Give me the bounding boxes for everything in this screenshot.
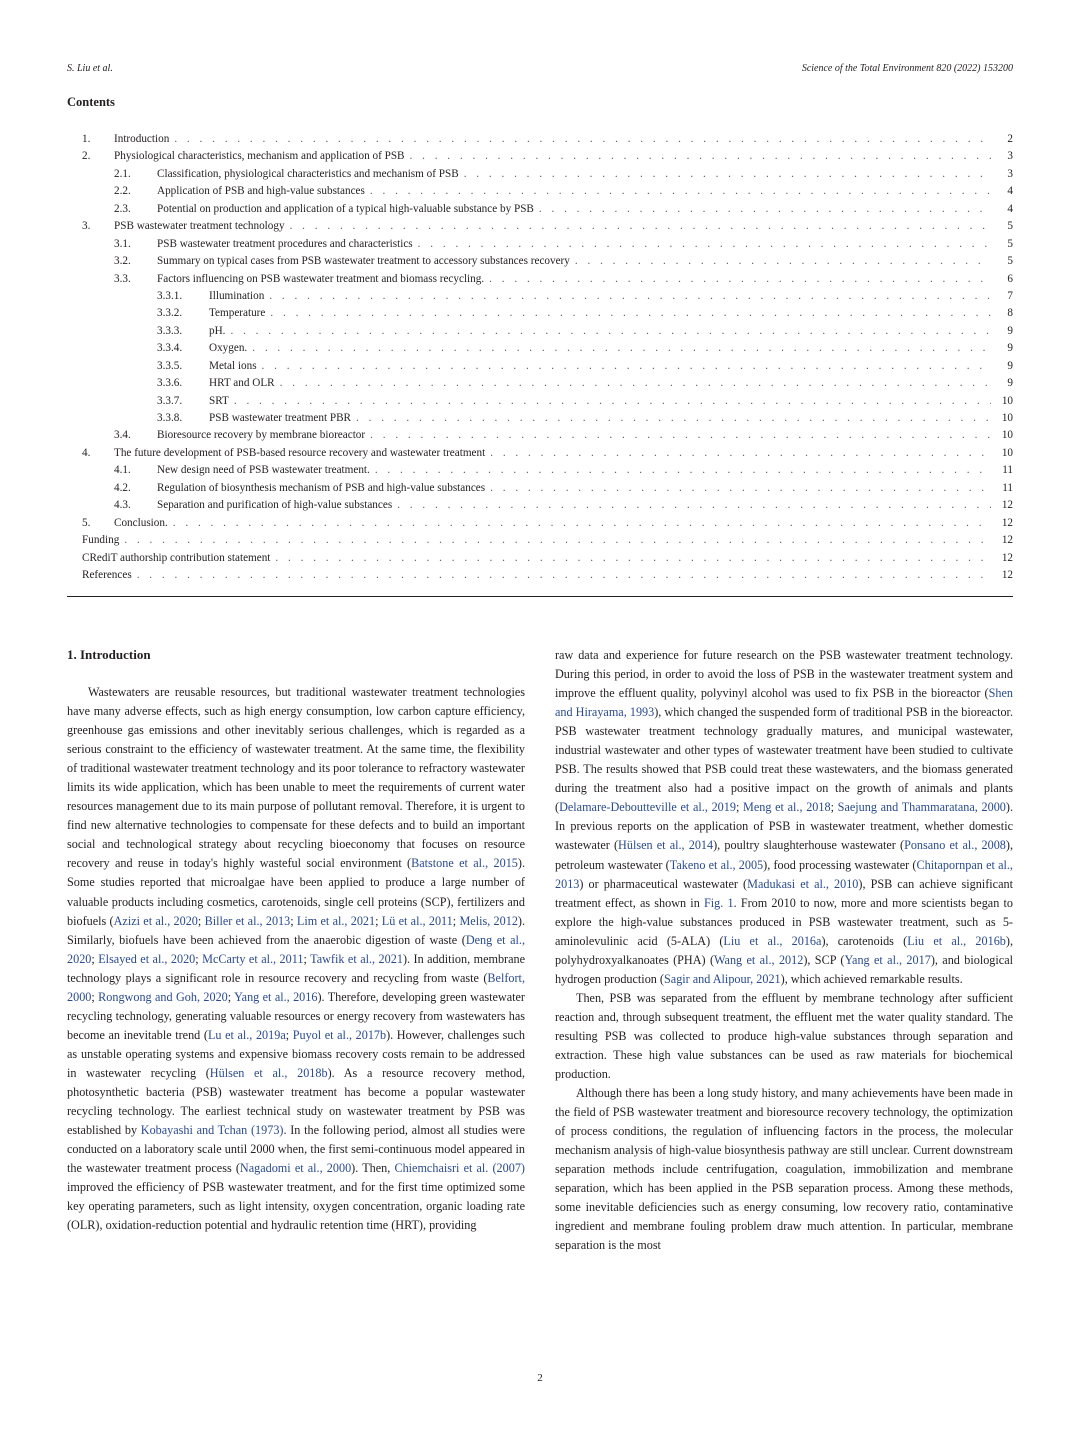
citation-link[interactable]: Hülsen et al., 2014: [618, 838, 714, 853]
body-text: ). However, challenges such as unstable operating systems and expensive biomass recovery costs remain to be addressed in wastewater recycling (: [67, 1027, 525, 1080]
toc-leader-dots: [230, 325, 991, 337]
toc-entry-title: Illumination: [209, 289, 265, 302]
body-text: ), SCP (: [803, 952, 845, 967]
body-text: ), petroleum wastewater (: [555, 838, 1014, 872]
toc-entry-title: Metal ions: [209, 359, 257, 372]
toc-entry-number: 2.2.: [114, 185, 131, 198]
toc-leader-dots: [269, 290, 991, 302]
toc-entry[interactable]: [67, 203, 1013, 220]
toc-entry[interactable]: [67, 185, 1013, 202]
body-text: ;: [91, 951, 99, 966]
toc-entry-title: Summary on typical cases from PSB wastewater treatment to accessory substances recovery: [157, 255, 570, 268]
running-header: [67, 63, 1013, 79]
toc-entry[interactable]: [67, 377, 1013, 394]
body-text: . From 2010 to now, more and more scientists began to explore the high-value substances produced in PSB wastewater treatment, such as 5-aminolevulinic acid (5-ALA) (: [555, 895, 1013, 948]
toc-leader-dots: [280, 377, 991, 389]
body-text: ;: [91, 989, 99, 1004]
toc-entry-number: 5.: [82, 516, 91, 529]
body-text: improved the efficiency of PSB wastewater treatment, and for the first time optimized some key operating parameters, such as light intensity, oxygen concentration, organic loading rate (OLR), oxidation-reduction potential and hydraulic retention time (HRT), providing: [67, 1180, 525, 1233]
toc-entry-page: 12: [1001, 534, 1013, 547]
citation-link[interactable]: Sagir and Alipour, 2021: [664, 971, 781, 986]
toc-entry[interactable]: [67, 325, 1013, 342]
header-authors: S. Liu et al.: [67, 63, 113, 74]
toc-entry-number: 2.: [82, 150, 91, 163]
toc-entry-title: Potential on production and application of a typical high-valuable substance by PSB: [157, 202, 534, 215]
toc-entry-number: 4.1.: [114, 464, 131, 477]
toc-entry[interactable]: [67, 499, 1013, 516]
toc-entry-title: pH.: [209, 324, 226, 337]
toc-entry-page: 12: [1001, 516, 1013, 529]
toc-entry[interactable]: [67, 255, 1013, 272]
toc-leader-dots: [410, 150, 992, 162]
toc-entry[interactable]: [67, 290, 1013, 307]
citation-link[interactable]: Yang et al., 2016: [234, 989, 318, 1004]
toc-entry-page: 9: [1007, 324, 1013, 337]
body-text: ) or pharmaceutical wastewater (: [579, 876, 748, 891]
toc-entry[interactable]: [67, 517, 1013, 534]
toc-entry-title: Application of PSB and high-value substances: [157, 185, 365, 198]
citation-link[interactable]: Batstone et al., 2015: [411, 856, 518, 871]
toc-entry[interactable]: [67, 534, 1013, 551]
body-text: ;: [227, 989, 235, 1004]
toc-entry-number: 1.: [82, 133, 91, 145]
citation-link[interactable]: Lu et al., 2019a: [207, 1027, 286, 1042]
toc-entry-page: 4: [1007, 185, 1013, 198]
toc-entry-title: Physiological characteristics, mechanism and application of PSB: [114, 150, 405, 163]
body-paragraph: [67, 683, 525, 1235]
citation-link[interactable]: Shen and Hirayama, 1993: [555, 686, 1013, 720]
body-text: ), which changed the suspended form of traditional PSB in the bioreactor. PSB wastewater treatment technology gradually matures, and municipal wastewater, industrial wastewater and other types of wastewater treatment have been studied to cultivate PSB. The results showed that PSB could treat these wastewaters, and the biomass generated during the treatment also had a positive impact on the growth of animals and plants (: [555, 705, 1013, 815]
toc-entry-page: 5: [1007, 237, 1013, 250]
toc-leader-dots: [490, 482, 991, 494]
toc-leader-dots: [489, 273, 991, 285]
body-text: ), polyhydroxyalkanoates (PHA) (: [555, 933, 1014, 967]
citation-link[interactable]: Biller et al., 2013: [204, 913, 291, 928]
toc-entry-page: 9: [1007, 359, 1013, 372]
toc-entry-number: 4.2.: [114, 481, 131, 494]
citation-link[interactable]: Elsayed et al., 2020: [98, 951, 196, 966]
body-text: ;: [830, 800, 838, 815]
citation-link[interactable]: Deng et al., 2020: [67, 932, 525, 966]
toc-entry-number: 3.3.5.: [157, 359, 183, 372]
toc-entry[interactable]: [67, 168, 1013, 185]
body-text: ;: [195, 951, 203, 966]
toc-entry-number: 4.3.: [114, 499, 131, 512]
toc-entry[interactable]: [67, 464, 1013, 481]
toc-entry-page: 12: [1001, 499, 1013, 512]
toc-leader-dots: [539, 203, 991, 215]
body-text: ;: [735, 800, 744, 815]
section-divider: [67, 596, 1013, 597]
citation-link[interactable]: Delamare-Deboutteville et al., 2019: [559, 800, 736, 815]
left-column: [67, 645, 525, 1235]
toc-entry-number: 3.3.4.: [157, 342, 183, 355]
toc-entry-title: PSB wastewater treatment PBR: [209, 412, 352, 424]
toc-entry-number: 3.2.: [114, 255, 131, 268]
toc-entry-page: 6: [1007, 272, 1013, 285]
citation-link[interactable]: Ponsano et al., 2008: [904, 838, 1006, 853]
toc-entry-page: 10: [1001, 429, 1013, 442]
body-text: ), which achieved remarkable results.: [780, 971, 963, 986]
toc-entry-number: 2.1.: [114, 167, 131, 180]
toc-entry-number: 3.3.3.: [157, 324, 183, 337]
citation-link[interactable]: Fig. 1: [703, 895, 734, 910]
toc-entry-title: Separation and purification of high-value substances: [157, 499, 393, 512]
toc-entry-page: 11: [1002, 464, 1013, 477]
toc-leader-dots: [464, 168, 991, 180]
body-text: ), carotenoids (: [821, 933, 908, 948]
toc-entry-number: 3.3.1.: [157, 289, 183, 302]
body-text: ), and biological hydrogen production (: [555, 952, 1013, 986]
toc-leader-dots: [124, 534, 991, 546]
toc-leader-dots: [252, 342, 991, 354]
toc-entry[interactable]: [67, 412, 1013, 429]
toc-entry-number: 3.3.6.: [157, 377, 183, 390]
toc-entry-page: 9: [1007, 377, 1013, 390]
toc-entry-page: 10: [1001, 394, 1013, 407]
toc-entry-title: HRT and OLR: [209, 377, 275, 390]
body-text: ;: [303, 951, 311, 966]
toc-entry[interactable]: [67, 429, 1013, 446]
toc-entry-title: Factors influencing on PSB wastewater treatment and biomass recycling.: [157, 272, 485, 285]
citation-link[interactable]: Rongwong and Goh, 2020: [98, 989, 228, 1004]
toc-entry-page: 12: [1001, 568, 1013, 581]
body-text: Wastewaters are reusable resources, but traditional wastewater treatment technologies have many adverse effects, such as high energy consumption, low carbon capture efficiency, greenhouse gas emissions and other inevitably serious challenges, which is regarded as a serious constraint to the efficiency of wastewater treatment. At the same time, the flexibility of traditional wastewater treatment technology and its poor tolerance to refractory wastewater limits its wide application, which has been unable to meet the requirements of current water resources management due to its main purpose of pollutant removal. Therefore, it is urgent to find new alternative technologies to compensate for these defects and to build an important social and technological strategy about recycling bioeconomy that focuses on resource recovery and reuse in today's highly wasteful social environment (: [67, 685, 525, 871]
toc-entry-page: 4: [1007, 202, 1013, 215]
citation-link[interactable]: Lü et al., 2011: [381, 913, 453, 928]
citation-link[interactable]: McCarty et al., 2011: [202, 951, 304, 966]
toc-entry-title: Temperature: [209, 307, 266, 320]
toc-entry[interactable]: [67, 238, 1013, 255]
citation-link[interactable]: Nagadomi et al., 2000: [239, 1161, 352, 1176]
citation-link[interactable]: Chiemchaisri et al. (2007): [394, 1161, 525, 1176]
body-text: Although there has been a long study history, and many achievements have been made in the field of PSB wastewater treatment and bioresource recovery technology, the optimization of process conditions, the regulation of influencing factors in the process, the molecular mechanism analysis of high-value biosynthesis pathway are still unclear. Current downstream separation methods include centrifugation, coagulation, immobilization and membrane separation, which has been applied in the PSB separation process. Among these methods, some inevitable deficiencies such as energy consuming, low recovery ratio, contaminative ingredient and membrane fouling problem draw much attention. In particular, membrane separation is the most: [555, 1086, 1013, 1253]
toc-entry-title: PSB wastewater treatment technology: [114, 220, 285, 233]
header-journal: Science of the Total Environment 820 (2022) 153200: [801, 63, 1013, 74]
body-text: ). Some studies reported that microalgae have been applied to produce a large number of valuable products including cosmetics, carotenoids, single cell proteins (SCP), fertilizers and biofuels (: [67, 856, 525, 928]
body-text: ). As a resource recovery method, photosynthetic bacteria (PSB) wastewater treatment has become a popular wastewater recycling technology. The earliest technical study on wastewater treatment by PSB was established by: [67, 1065, 525, 1138]
toc-leader-dots: [262, 360, 991, 372]
toc-entry-page: 9: [1007, 342, 1013, 355]
toc-entry[interactable]: [67, 220, 1013, 237]
toc-leader-dots: [356, 412, 991, 424]
section-heading-introduction: 1. Introduction: [67, 647, 151, 662]
toc-entry-page: 12: [1001, 551, 1013, 564]
toc-entry-number: 3.1.: [114, 237, 131, 250]
body-text: ). Therefore, developing green wastewater recycling technology, generating valuable resources or energy recovery from wastewaters has become an inevitable trend (: [67, 989, 525, 1042]
toc-entry[interactable]: [67, 342, 1013, 359]
toc-entry-page: 10: [1001, 412, 1013, 424]
toc-entry-page: 5: [1007, 255, 1013, 268]
toc-leader-dots: [173, 517, 991, 529]
toc-entry-number: 3.: [82, 220, 91, 233]
toc-leader-dots: [575, 255, 991, 267]
body-text: Then, PSB was separated from the effluent by membrane technology after sufficient reaction and, through subsequent treatment, the effluent met the water quality standard. The resulting PSB was collected to produce high-value substances through separation and extraction. These high value substances can be used as raw materials for biochemical production.: [555, 990, 1013, 1082]
toc-entry[interactable]: [67, 273, 1013, 290]
toc-leader-dots: [418, 238, 991, 250]
toc-entry[interactable]: [67, 552, 1013, 569]
citation-link[interactable]: Madukasi et al., 2010: [747, 876, 859, 891]
toc-entry-page: 2: [1007, 133, 1013, 145]
toc-entry-page: 7: [1007, 289, 1013, 302]
toc-entry-title: SRT: [209, 394, 229, 407]
toc-entry-number: 2.3.: [114, 202, 131, 215]
citation-link[interactable]: Puyol et al., 2017b: [292, 1027, 387, 1042]
toc-leader-dots: [375, 464, 991, 476]
toc-leader-dots: [275, 552, 991, 564]
toc-entry[interactable]: [67, 569, 1013, 586]
toc-entry-page: 8: [1007, 307, 1013, 320]
table-of-contents: [67, 133, 1013, 586]
toc-entry-title: References: [82, 568, 132, 581]
toc-entry-page: 3: [1007, 150, 1013, 163]
toc-entry-title: PSB wastewater treatment procedures and characteristics: [157, 237, 413, 250]
toc-entry-title: Funding: [82, 534, 120, 547]
toc-entry-title: Oxygen.: [209, 342, 248, 355]
right-column: [555, 646, 1013, 1256]
toc-leader-dots: [397, 499, 991, 511]
citation-link[interactable]: Liu et al., 2016a: [723, 933, 822, 948]
toc-entry-page: 5: [1007, 220, 1013, 233]
body-text: ;: [290, 913, 297, 928]
toc-entry-number: 3.3.8.: [157, 412, 183, 424]
citation-link[interactable]: Chitapornpan et al., 2013: [555, 857, 1013, 891]
citation-link[interactable]: Kobayashi and Tchan (1973): [140, 1123, 284, 1138]
body-text: ). Then,: [351, 1161, 395, 1176]
body-paragraph: [555, 1084, 1013, 1255]
body-text: ;: [452, 913, 460, 928]
toc-leader-dots: [290, 220, 991, 232]
toc-leader-dots: [370, 429, 991, 441]
toc-leader-dots: [137, 569, 991, 581]
toc-entry-page: 11: [1002, 481, 1013, 494]
toc-entry-number: 3.3.2.: [157, 307, 183, 320]
citation-link[interactable]: Wang et al., 2012: [714, 952, 804, 967]
toc-entry-number: 3.4.: [114, 429, 131, 442]
citation-link[interactable]: Meng et al., 2018: [743, 800, 831, 815]
toc-leader-dots: [270, 307, 991, 319]
toc-entry[interactable]: [67, 150, 1013, 167]
citation-link[interactable]: Liu et al., 2016b: [907, 933, 1006, 948]
toc-entry[interactable]: [67, 447, 1013, 464]
body-text: raw data and experience for future research on the PSB wastewater treatment technology. During this period, in order to avoid the loss of PSB in the wastewater treatment system and improve the effluent quality, polyvinyl alcohol was used to fix PSB in the bioreactor (: [555, 648, 1013, 701]
toc-entry-title: Regulation of biosynthesis mechanism of PSB and high-value substances: [157, 481, 486, 494]
body-text: ), PSB can achieve significant treatment effect, as shown in: [555, 876, 1013, 910]
body-text: . In the following period, almost all studies were conducted on a laboratory scale until 2000 when, the first semi-continuous model appeared in the wastewater treatment process (: [67, 1123, 526, 1176]
toc-entry-page: 10: [1001, 446, 1013, 459]
toc-entry-title: Classification, physiological characteristics and mechanism of PSB: [157, 167, 459, 180]
toc-entry[interactable]: [67, 307, 1013, 324]
body-paragraph: [555, 989, 1013, 1084]
toc-entry-title: Bioresource recovery by membrane bioreactor: [157, 429, 366, 442]
body-text: ;: [375, 913, 382, 928]
toc-entry-title: CRediT authorship contribution statement: [82, 551, 271, 564]
toc-entry-title: The future development of PSB-based resource recovery and wastewater treatment: [114, 446, 486, 459]
citation-link[interactable]: Melis, 2012: [459, 913, 518, 928]
page-number: 2: [537, 1372, 543, 1384]
contents-title: Contents: [67, 95, 115, 109]
citation-link[interactable]: Takeno et al., 2005: [669, 857, 764, 872]
toc-entry-number: 3.3.7.: [157, 394, 183, 407]
toc-entry-title: Introduction: [114, 133, 170, 145]
body-text: ), poultry slaughterhouse wastewater (: [713, 838, 905, 853]
citation-link[interactable]: Lim et al., 2021: [296, 913, 376, 928]
citation-link[interactable]: Azizi et al., 2020: [113, 913, 198, 928]
toc-entry[interactable]: [67, 360, 1013, 377]
body-text: ;: [285, 1027, 293, 1042]
toc-entry-title: Conclusion.: [114, 516, 168, 529]
toc-leader-dots: [490, 447, 991, 459]
citation-link[interactable]: Saejung and Thammaratana, 2000: [837, 800, 1006, 815]
toc-entry-page: 3: [1007, 167, 1013, 180]
toc-leader-dots: [370, 185, 991, 197]
toc-entry[interactable]: [67, 482, 1013, 499]
citation-link[interactable]: Belfort, 2000: [67, 970, 525, 1004]
toc-entry-title: New design need of PSB wastewater treatment.: [157, 464, 370, 477]
toc-entry[interactable]: [67, 395, 1013, 412]
body-text: ;: [197, 913, 205, 928]
body-text: ). In addition, membrane technology plays a significant role in resource recovery and recycling from waste (: [67, 951, 526, 985]
body-text: ). Similarly, biofuels have been achieved from the anaerobic digestion of waste (: [67, 913, 526, 947]
toc-entry-number: 3.3.: [114, 272, 131, 285]
toc-entry[interactable]: [67, 133, 1013, 150]
toc-leader-dots: [174, 133, 991, 145]
body-text: ). In previous reports on the application of PSB in wastewater treatment, whether domestic wastewater (: [555, 800, 1013, 853]
citation-link[interactable]: Hülsen et al., 2018b: [209, 1065, 328, 1080]
toc-leader-dots: [234, 395, 991, 407]
toc-entry-number: 4.: [82, 446, 91, 459]
body-text: ), food processing wastewater (: [763, 857, 917, 872]
citation-link[interactable]: Yang et al., 2017: [844, 952, 931, 967]
citation-link[interactable]: Tawfik et al., 2021: [310, 951, 403, 966]
body-paragraph: [555, 646, 1013, 989]
